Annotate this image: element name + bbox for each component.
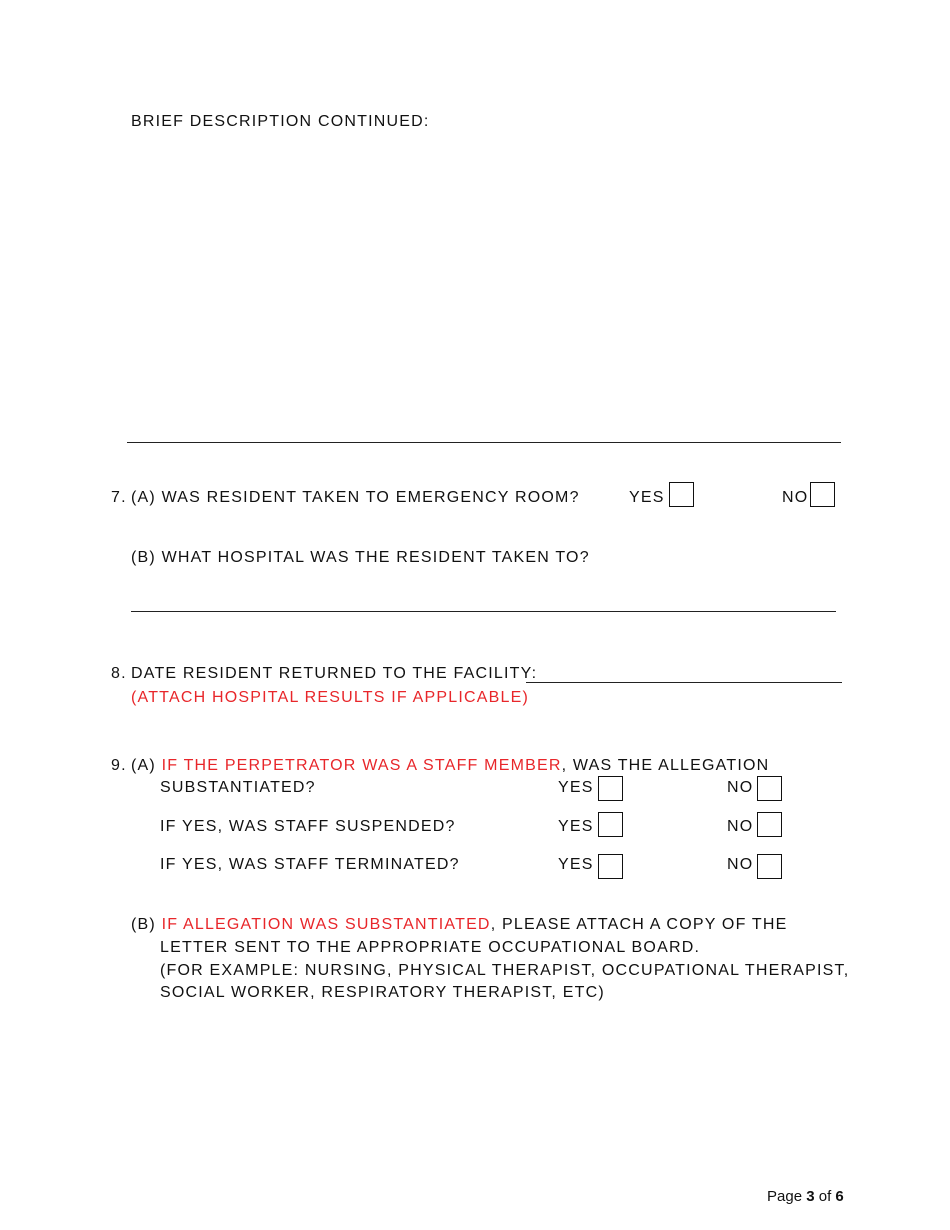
q9b-line4: SOCIAL WORKER, RESPIRATORY THERAPIST, ETC): [160, 984, 605, 1001]
page-word: Page: [767, 1188, 803, 1205]
q7b-hospital-line[interactable]: [131, 611, 836, 612]
q9b-prefix: (B): [131, 916, 156, 933]
q8-label: DATE RESIDENT RETURNED TO THE FACILITY:: [131, 665, 538, 682]
q9b-line2: LETTER SENT TO THE APPROPRIATE OCCUPATIONAL BOARD.: [160, 939, 701, 956]
page-number: [767, 1188, 844, 1205]
q9b-red-text: IF ALLEGATION WAS SUBSTANTIATED: [161, 916, 491, 933]
q9b-line3: (FOR EXAMPLE: NURSING, PHYSICAL THERAPIST, OCCUPATIONAL THERAPIST,: [160, 962, 850, 979]
of-word: of: [818, 1188, 832, 1205]
q8-note: (ATTACH HOSPITAL RESULTS IF APPLICABLE): [131, 689, 529, 706]
q8-date-line[interactable]: [526, 682, 842, 683]
q7-number: 7.: [111, 489, 127, 506]
q9-terminated-label: IF YES, WAS STAFF TERMINATED?: [160, 856, 460, 873]
q9-terminated-no-label: NO: [727, 856, 754, 873]
q9-terminated-yes-checkbox[interactable]: [598, 854, 623, 879]
q9b-line1: [131, 915, 788, 935]
q7a-no-label: NO: [782, 489, 809, 506]
q9-suspended-label: IF YES, WAS STAFF SUSPENDED?: [160, 818, 456, 835]
q9a-line2: SUBSTANTIATED?: [160, 779, 316, 796]
q9a-no-label: NO: [727, 779, 754, 796]
q7a-yes-checkbox[interactable]: [669, 482, 694, 507]
q7a-label: (A) WAS RESIDENT TAKEN TO EMERGENCY ROOM?: [131, 489, 580, 506]
q9-number: 9.: [111, 757, 127, 774]
q9a-yes-checkbox[interactable]: [598, 776, 623, 801]
q7b-label: (B) WHAT HOSPITAL WAS THE RESIDENT TAKEN TO?: [131, 549, 590, 566]
q9b-rest-text: , PLEASE ATTACH A COPY OF THE: [490, 916, 788, 933]
q9-suspended-yes-label: YES: [558, 818, 594, 835]
total-pages: 6: [835, 1188, 844, 1205]
q9-terminated-yes-label: YES: [558, 856, 594, 873]
q9a-line1: [131, 756, 769, 776]
q9a-rest-text: , WAS THE ALLEGATION: [561, 757, 770, 774]
q9-terminated-no-checkbox[interactable]: [757, 854, 782, 879]
q7a-no-checkbox[interactable]: [810, 482, 835, 507]
q8-number: 8.: [111, 665, 127, 682]
brief-description-line[interactable]: [127, 442, 841, 443]
current-page: 3: [806, 1188, 815, 1205]
q7a-yes-label: YES: [629, 489, 665, 506]
q9a-no-checkbox[interactable]: [757, 776, 782, 801]
q9a-red-text: IF THE PERPETRATOR WAS A STAFF MEMBER: [161, 757, 562, 774]
q9a-yes-label: YES: [558, 779, 594, 796]
q9-suspended-yes-checkbox[interactable]: [598, 812, 623, 837]
q9a-prefix: (A): [131, 757, 156, 774]
q9-suspended-no-label: NO: [727, 818, 754, 835]
brief-description-label: BRIEF DESCRIPTION CONTINUED:: [131, 113, 430, 130]
q9-suspended-no-checkbox[interactable]: [757, 812, 782, 837]
